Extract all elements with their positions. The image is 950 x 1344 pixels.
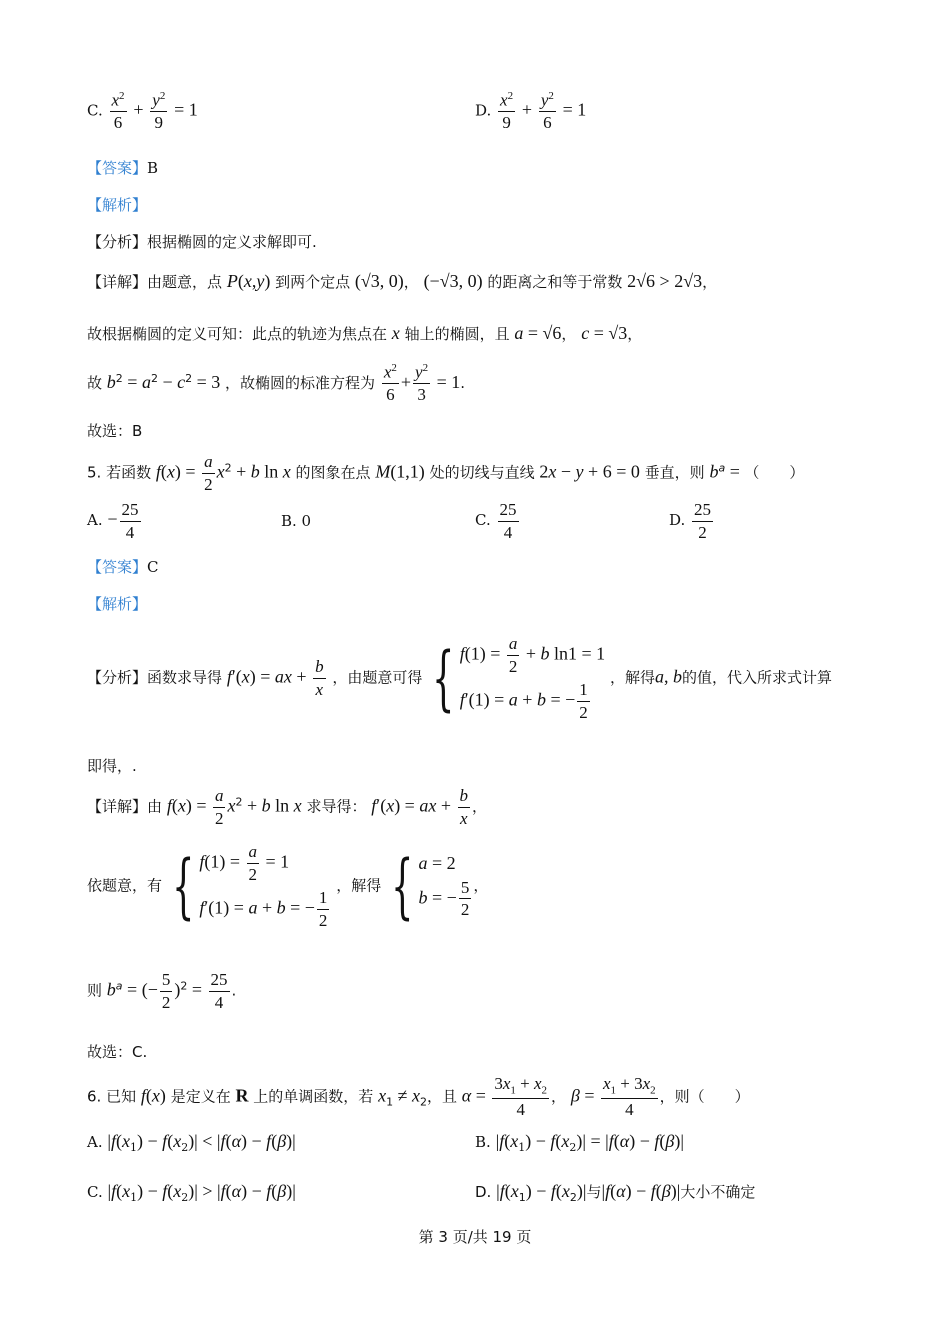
q4-jiexi-tag: 【解析】 — [87, 196, 148, 214]
q6-option-b: B. $|f(x_1) - f(x_2)| = |f(\alpha) - f(\beta)|$ — [475, 1131, 684, 1154]
q4-detail-line2: 故根据椭圆的定义可知：此点的轨迹为焦点在 x 轴上的椭圆，且 a = √6， c = √3， — [87, 323, 643, 343]
q5-jiexi-tag: 【解析】 — [87, 595, 148, 613]
q5-option-c: C. $\frac{25}{4}$ — [475, 500, 517, 542]
q6-option-a: A. $|f(x_1) - f(x_2)| < |f(\alpha) - f(\beta)|$ — [87, 1131, 296, 1154]
q5-detail-line1: 【详解】由 f(x) = $\frac{a}{2}$ $x^2 + b$ ln x 求导得： f′(x) = ax + $\frac{b}{x}$ ， — [87, 786, 488, 828]
q6-stem: 6. 已知 f(x) 是定义在 R 上的单调函数，若 $x_1 \ne x_2$，且 α = $\frac{3x_1 + x_2}{4}$ ， β = $\frac{x_1 + 3x_2}{4}$ ，则（ ） — [87, 1074, 750, 1120]
q5-stem: 5. 若函数 f(x) = $\frac{a}{2}$ $x^2 + b$ ln x 的图象在点 M(1,1) 处的切线与直线 2x − y + 6 = 0 垂直，则 $b^a$ = （ ） — [87, 452, 805, 494]
q4-detail-line3: 故 $b^2 = a^2 - c^2 = 3$ ，故椭圆的标准方程为 $\frac{x^2}{6}$ + $\frac{y^2}{3}$ = 1. — [87, 362, 466, 405]
q4-analysis: 【分析】根据椭圆的定义求解即可. — [87, 233, 317, 251]
q5-detail-system: 依题意，有 { f(1) = $\frac{a}{2}$ = 1 f′(1) = a + b = − $\frac{1}{2}$ ，解得 { a = 2 b = − $\frac{5}{2}$ ， — [87, 842, 489, 930]
q4-answer: 【答案】B — [87, 159, 159, 177]
q4-choose: 故选：B — [87, 422, 143, 440]
q6-option-d: D. $|f(x_1) - f(x_2)|$与|f(α) − f(β)|大小不确定 — [475, 1181, 756, 1204]
q5-answer: 【答案】C — [87, 558, 159, 576]
q5-option-d: D. $\frac{25}{2}$ — [669, 500, 712, 542]
q5-result: 则 $b^a$ = (− $\frac{5}{2}$ )$^2$ = $\frac{25}{4}$ . — [87, 970, 237, 1012]
q5-choose: 故选：C. — [87, 1043, 148, 1061]
q5-analysis-cont: 即得，. — [87, 757, 137, 775]
q6-option-c: C. $|f(x_1) - f(x_2)| > |f(\alpha) - f(\beta)|$ — [87, 1181, 296, 1204]
q4-option-c: C. $\frac{x^2}{6}$ + $\frac{y^2}{9}$ = 1 — [87, 90, 198, 133]
page-footer: 第 3 页/共 19 页 — [418, 1228, 532, 1246]
q5-option-b: B. 0 — [281, 512, 312, 530]
q5-option-a: A. − $\frac{25}{4}$ — [87, 500, 139, 542]
q5-analysis: 【分析】函数求导得 f′(x) = ax + $\frac{b}{x}$ ，由题意可得 { f(1) = $\frac{a}{2}$ + b ln1 = 1 f′(1) = a + b = − $\frac{1}{2}$ ，解得a, b的值，代入所求式计算 — [87, 634, 832, 722]
q4-option-d: D. $\frac{x^2}{9}$ + $\frac{y^2}{6}$ = 1 — [475, 90, 587, 133]
q4-detail-line1: 【详解】由题意，点 P(x,y) 到两个定点 (√3, 0)， (−√3, 0) 的距离之和等于常数 2√6 > 2√3， — [87, 271, 718, 291]
